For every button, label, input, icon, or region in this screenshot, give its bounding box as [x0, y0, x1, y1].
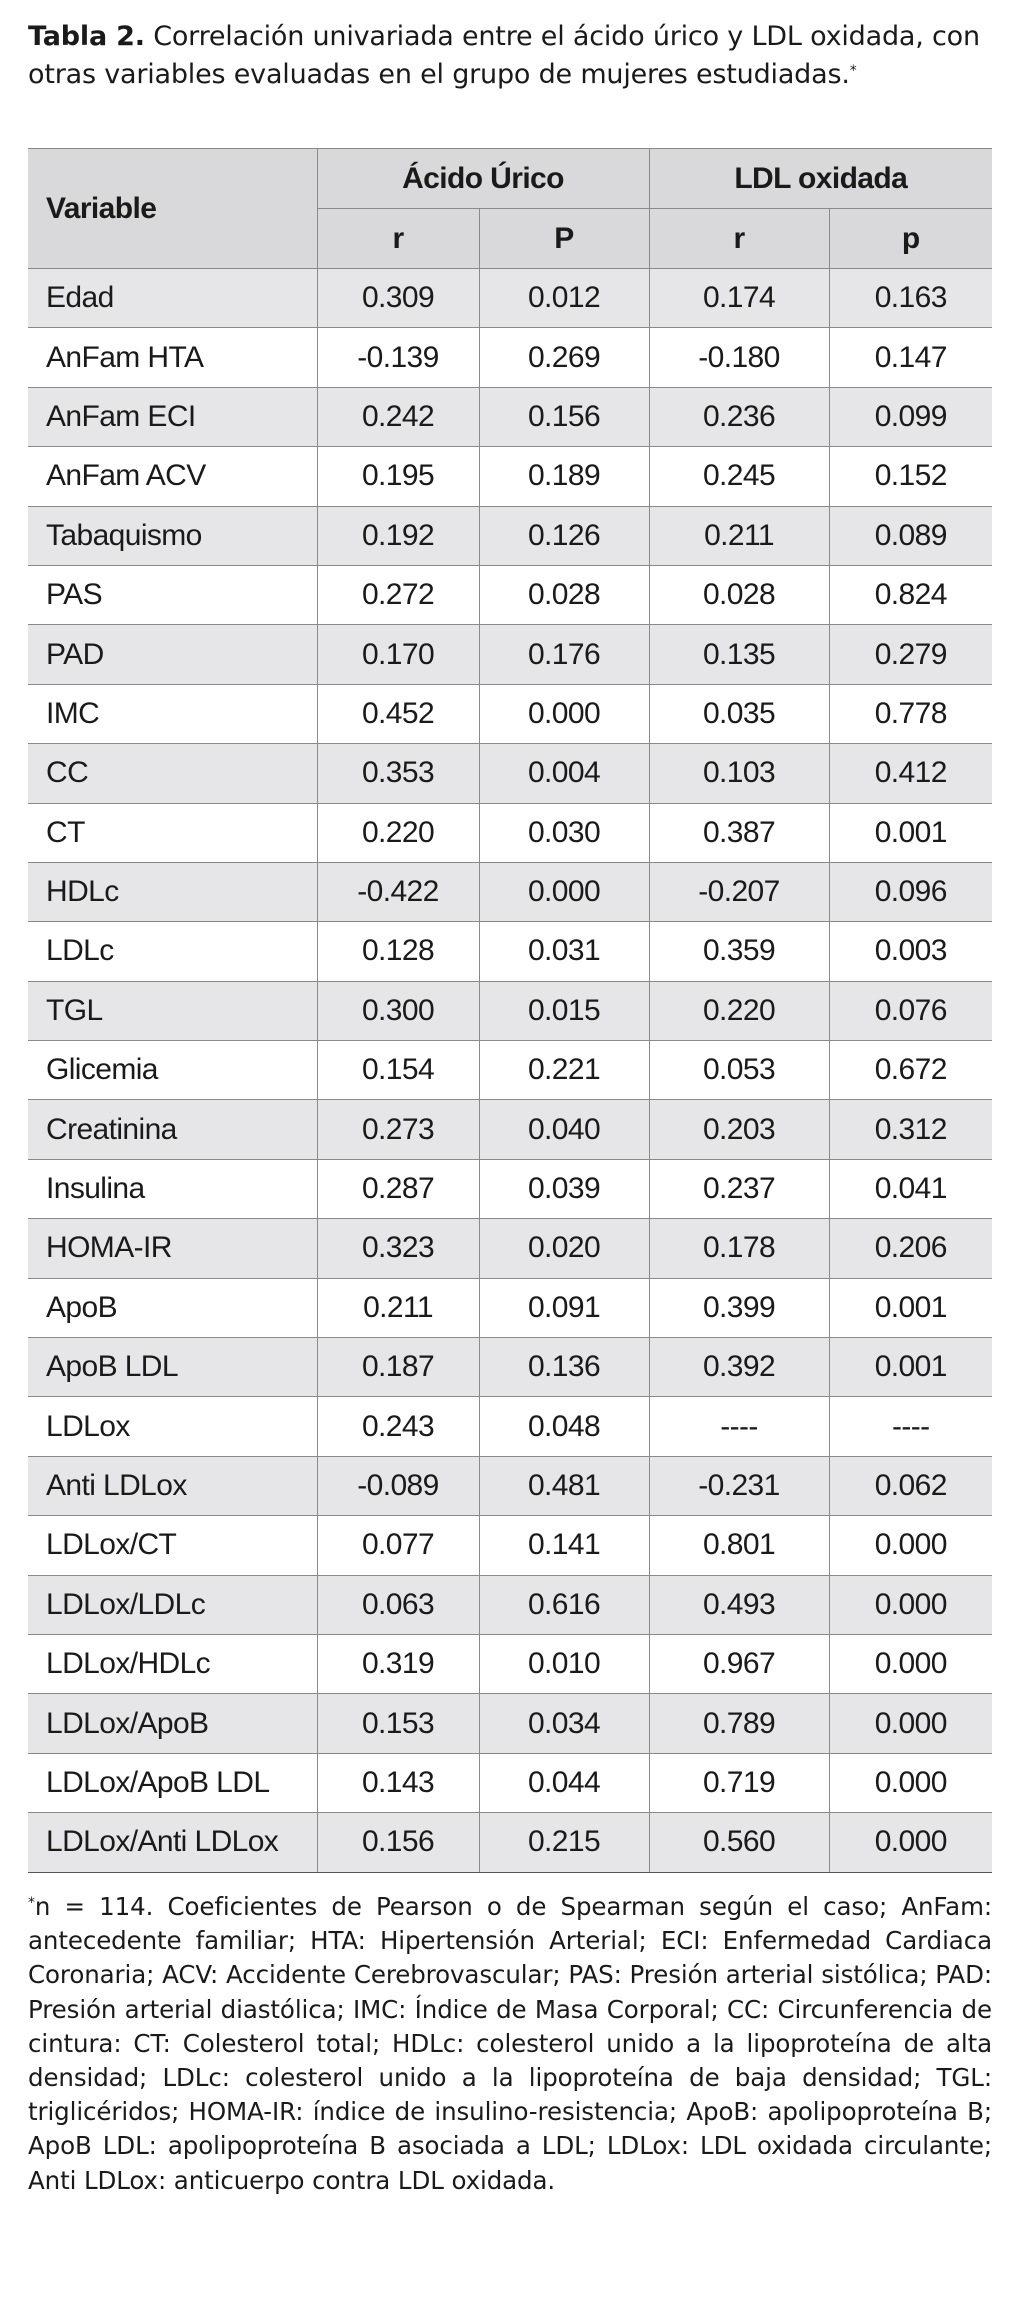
row-variable: LDLox/LDLc [28, 1575, 317, 1634]
row-variable: LDLox/CT [28, 1516, 317, 1575]
table-row [28, 328, 992, 387]
table-row [28, 1041, 992, 1100]
oxidized-ldl-r-value: 0.801 [649, 1516, 829, 1575]
uric-acid-p-value: 0.040 [479, 1100, 649, 1159]
row-variable: AnFam ECI [28, 387, 317, 446]
table-row [28, 922, 992, 981]
caption-label: Tabla 2. [28, 21, 145, 52]
oxidized-ldl-r-value: 0.967 [649, 1634, 829, 1693]
table-row [28, 1456, 992, 1515]
oxidized-ldl-r-value: 0.387 [649, 803, 829, 862]
oxidized-ldl-p-value: 0.000 [829, 1813, 992, 1872]
uric-acid-p-value: 0.156 [479, 387, 649, 446]
table-row [28, 1278, 992, 1337]
table-row [28, 1100, 992, 1159]
uric-acid-r-value: 0.287 [317, 1159, 479, 1218]
oxidized-ldl-p-value: 0.312 [829, 1100, 992, 1159]
row-variable: LDLox/ApoB [28, 1694, 317, 1753]
row-variable: Insulina [28, 1159, 317, 1218]
uric-acid-p-header: P [479, 209, 649, 269]
oxidized-ldl-r-value: ---- [649, 1397, 829, 1456]
table-row [28, 744, 992, 803]
uric-acid-p-value: 0.176 [479, 625, 649, 684]
row-variable: Edad [28, 269, 317, 328]
oxidized-ldl-r-value: 0.392 [649, 1338, 829, 1397]
oxidized-ldl-p-value: ---- [829, 1397, 992, 1456]
oxidized-ldl-r-value: 0.135 [649, 625, 829, 684]
row-variable: TGL [28, 981, 317, 1040]
table-row [28, 269, 992, 328]
uric-acid-p-value: 0.000 [479, 684, 649, 743]
table-row [28, 981, 992, 1040]
row-variable: Anti LDLox [28, 1456, 317, 1515]
row-variable: LDLox [28, 1397, 317, 1456]
uric-acid-r-value: 0.154 [317, 1041, 479, 1100]
table-row [28, 565, 992, 624]
correlation-table [28, 148, 992, 1873]
oxidized-ldl-r-value: 0.236 [649, 387, 829, 446]
row-variable: CC [28, 744, 317, 803]
oxidized-ldl-p-value: 0.206 [829, 1219, 992, 1278]
row-variable: AnFam ACV [28, 447, 317, 506]
row-variable: Tabaquismo [28, 506, 317, 565]
table-footnote [28, 1890, 992, 2198]
row-variable: CT [28, 803, 317, 862]
row-variable: Glicemia [28, 1041, 317, 1100]
oxidized-ldl-p-value: 0.003 [829, 922, 992, 981]
row-variable: LDLox/Anti LDLox [28, 1813, 317, 1872]
uric-acid-p-value: 0.044 [479, 1753, 649, 1812]
oxidized-ldl-r-value: 0.359 [649, 922, 829, 981]
oxidized-ldl-p-value: 0.778 [829, 684, 992, 743]
table-row [28, 803, 992, 862]
oxidized-ldl-p-header: p [829, 209, 992, 269]
uric-acid-r-value: 0.143 [317, 1753, 479, 1812]
table-row [28, 387, 992, 446]
footnote-mark: * [28, 1895, 35, 1911]
row-variable: PAD [28, 625, 317, 684]
uric-acid-p-value: 0.616 [479, 1575, 649, 1634]
uric-acid-p-value: 0.015 [479, 981, 649, 1040]
row-variable: Creatinina [28, 1100, 317, 1159]
oxidized-ldl-r-value: 0.220 [649, 981, 829, 1040]
table-row [28, 862, 992, 921]
oxidized-ldl-p-value: 0.089 [829, 506, 992, 565]
row-variable: HOMA-IR [28, 1219, 317, 1278]
oxidized-ldl-r-value: 0.203 [649, 1100, 829, 1159]
uric-acid-r-value: 0.170 [317, 625, 479, 684]
oxidized-ldl-r-value: 0.028 [649, 565, 829, 624]
oxidized-ldl-p-value: 0.824 [829, 565, 992, 624]
table-row [28, 625, 992, 684]
table-row [28, 1159, 992, 1218]
oxidized-ldl-r-header: r [649, 209, 829, 269]
oxidized-ldl-p-value: 0.279 [829, 625, 992, 684]
row-variable: LDLox/ApoB LDL [28, 1753, 317, 1812]
oxidized-ldl-p-value: 0.000 [829, 1634, 992, 1693]
row-variable: PAS [28, 565, 317, 624]
uric-acid-r-value: -0.139 [317, 328, 479, 387]
uric-acid-r-value: 0.353 [317, 744, 479, 803]
uric-acid-r-value: 0.300 [317, 981, 479, 1040]
variable-column-header: Variable [28, 149, 317, 269]
uric-acid-r-value: 0.195 [317, 447, 479, 506]
oxidized-ldl-r-value: 0.174 [649, 269, 829, 328]
oxidized-ldl-r-value: 0.237 [649, 1159, 829, 1218]
uric-acid-p-value: 0.136 [479, 1338, 649, 1397]
oxidized-ldl-r-value: 0.789 [649, 1694, 829, 1753]
uric-acid-p-value: 0.031 [479, 922, 649, 981]
uric-acid-r-value: 0.211 [317, 1278, 479, 1337]
table-row [28, 1634, 992, 1693]
oxidized-ldl-r-value: -0.180 [649, 328, 829, 387]
table-row [28, 506, 992, 565]
oxidized-ldl-p-value: 0.001 [829, 1338, 992, 1397]
uric-acid-p-value: 0.215 [479, 1813, 649, 1872]
oxidized-ldl-p-value: 0.001 [829, 1278, 992, 1337]
uric-acid-r-value: -0.422 [317, 862, 479, 921]
caption-text: Correlación univariada entre el ácido úrico y LDL oxidada, con otras variables evaluadas en el grupo de mujeres estudiadas. [28, 21, 980, 90]
oxidized-ldl-p-value: 0.000 [829, 1694, 992, 1753]
oxidized-ldl-r-value: 0.493 [649, 1575, 829, 1634]
uric-acid-p-value: 0.126 [479, 506, 649, 565]
oxidized-ldl-r-value: 0.035 [649, 684, 829, 743]
uric-acid-p-value: 0.221 [479, 1041, 649, 1100]
uric-acid-p-value: 0.189 [479, 447, 649, 506]
oxidized-ldl-r-value: 0.053 [649, 1041, 829, 1100]
uric-acid-p-value: 0.010 [479, 1634, 649, 1693]
caption-footnote-mark: * [849, 63, 857, 79]
oxidized-ldl-p-value: 0.099 [829, 387, 992, 446]
table-row [28, 1397, 992, 1456]
uric-acid-p-value: 0.030 [479, 803, 649, 862]
oxidized-ldl-p-value: 0.163 [829, 269, 992, 328]
uric-acid-p-value: 0.000 [479, 862, 649, 921]
uric-acid-r-value: 0.242 [317, 387, 479, 446]
oxidized-ldl-p-value: 0.096 [829, 862, 992, 921]
oxidized-ldl-p-value: 0.062 [829, 1456, 992, 1515]
uric-acid-r-value: 0.153 [317, 1694, 479, 1753]
table-row [28, 1813, 992, 1872]
oxidized-ldl-r-value: -0.207 [649, 862, 829, 921]
oxidized-ldl-r-value: 0.211 [649, 506, 829, 565]
oxidized-ldl-r-value: 0.103 [649, 744, 829, 803]
uric-acid-p-value: 0.028 [479, 565, 649, 624]
uric-acid-p-value: 0.004 [479, 744, 649, 803]
oxidized-ldl-p-value: 0.041 [829, 1159, 992, 1218]
uric-acid-group-header: Ácido Úrico [317, 149, 649, 209]
uric-acid-r-header: r [317, 209, 479, 269]
uric-acid-p-value: 0.481 [479, 1456, 649, 1515]
uric-acid-p-value: 0.039 [479, 1159, 649, 1218]
uric-acid-r-value: 0.452 [317, 684, 479, 743]
table-row [28, 1219, 992, 1278]
table-row [28, 1753, 992, 1812]
oxidized-ldl-p-value: 0.672 [829, 1041, 992, 1100]
oxidized-ldl-p-value: 0.001 [829, 803, 992, 862]
uric-acid-r-value: 0.128 [317, 922, 479, 981]
uric-acid-p-value: 0.269 [479, 328, 649, 387]
oxidized-ldl-p-value: 0.000 [829, 1516, 992, 1575]
oxidized-ldl-r-value: 0.178 [649, 1219, 829, 1278]
uric-acid-p-value: 0.020 [479, 1219, 649, 1278]
row-variable: LDLox/HDLc [28, 1634, 317, 1693]
oxidized-ldl-group-header: LDL oxidada [649, 149, 992, 209]
footnote-text: n = 114. Coeficientes de Pearson o de Spearman según el caso; AnFam: antecedente familiar; HTA: Hipertensión Arterial; ECI: Enfermedad Cardiaca Coronaria; ACV: Accidente Cerebrovascular; PAS: Presión arterial sistólica; PAD: Presión arterial diastólica; IMC: Índice de Masa Corporal; CC: Circunferencia de cintura: CT: Colesterol total; HDLc: colesterol unido a la lipoproteína de alta densidad; LDLc: colesterol unido a la lipoproteína de baja densidad; TGL: triglicéridos; HOMA-IR: índice de insulino-resistencia; ApoB: apolipoproteína B; ApoB LDL: apolipoproteína B asociada a LDL; LDLox: LDL oxidada circulante; Anti LDLox: anticuerpo contra LDL oxidada. [28, 1892, 992, 2195]
uric-acid-r-value: 0.192 [317, 506, 479, 565]
uric-acid-r-value: 0.309 [317, 269, 479, 328]
table-row [28, 684, 992, 743]
table-row [28, 1694, 992, 1753]
table-row [28, 1516, 992, 1575]
oxidized-ldl-p-value: 0.412 [829, 744, 992, 803]
uric-acid-r-value: 0.323 [317, 1219, 479, 1278]
uric-acid-r-value: 0.156 [317, 1813, 479, 1872]
uric-acid-r-value: 0.220 [317, 803, 479, 862]
uric-acid-r-value: 0.319 [317, 1634, 479, 1693]
oxidized-ldl-p-value: 0.000 [829, 1575, 992, 1634]
table-caption [28, 18, 998, 94]
oxidized-ldl-p-value: 0.000 [829, 1753, 992, 1812]
table-body [28, 269, 992, 1873]
oxidized-ldl-r-value: 0.399 [649, 1278, 829, 1337]
row-variable: AnFam HTA [28, 328, 317, 387]
row-variable: ApoB [28, 1278, 317, 1337]
row-variable: ApoB LDL [28, 1338, 317, 1397]
oxidized-ldl-r-value: 0.245 [649, 447, 829, 506]
oxidized-ldl-p-value: 0.152 [829, 447, 992, 506]
uric-acid-r-value: -0.089 [317, 1456, 479, 1515]
uric-acid-p-value: 0.012 [479, 269, 649, 328]
uric-acid-p-value: 0.091 [479, 1278, 649, 1337]
uric-acid-p-value: 0.048 [479, 1397, 649, 1456]
oxidized-ldl-r-value: -0.231 [649, 1456, 829, 1515]
uric-acid-p-value: 0.141 [479, 1516, 649, 1575]
oxidized-ldl-p-value: 0.076 [829, 981, 992, 1040]
table-row [28, 1575, 992, 1634]
oxidized-ldl-r-value: 0.560 [649, 1813, 829, 1872]
uric-acid-p-value: 0.034 [479, 1694, 649, 1753]
uric-acid-r-value: 0.272 [317, 565, 479, 624]
table-row [28, 447, 992, 506]
row-variable: HDLc [28, 862, 317, 921]
uric-acid-r-value: 0.187 [317, 1338, 479, 1397]
row-variable: IMC [28, 684, 317, 743]
uric-acid-r-value: 0.077 [317, 1516, 479, 1575]
oxidized-ldl-r-value: 0.719 [649, 1753, 829, 1812]
oxidized-ldl-p-value: 0.147 [829, 328, 992, 387]
uric-acid-r-value: 0.063 [317, 1575, 479, 1634]
uric-acid-r-value: 0.243 [317, 1397, 479, 1456]
row-variable: LDLc [28, 922, 317, 981]
table-row [28, 1338, 992, 1397]
uric-acid-r-value: 0.273 [317, 1100, 479, 1159]
